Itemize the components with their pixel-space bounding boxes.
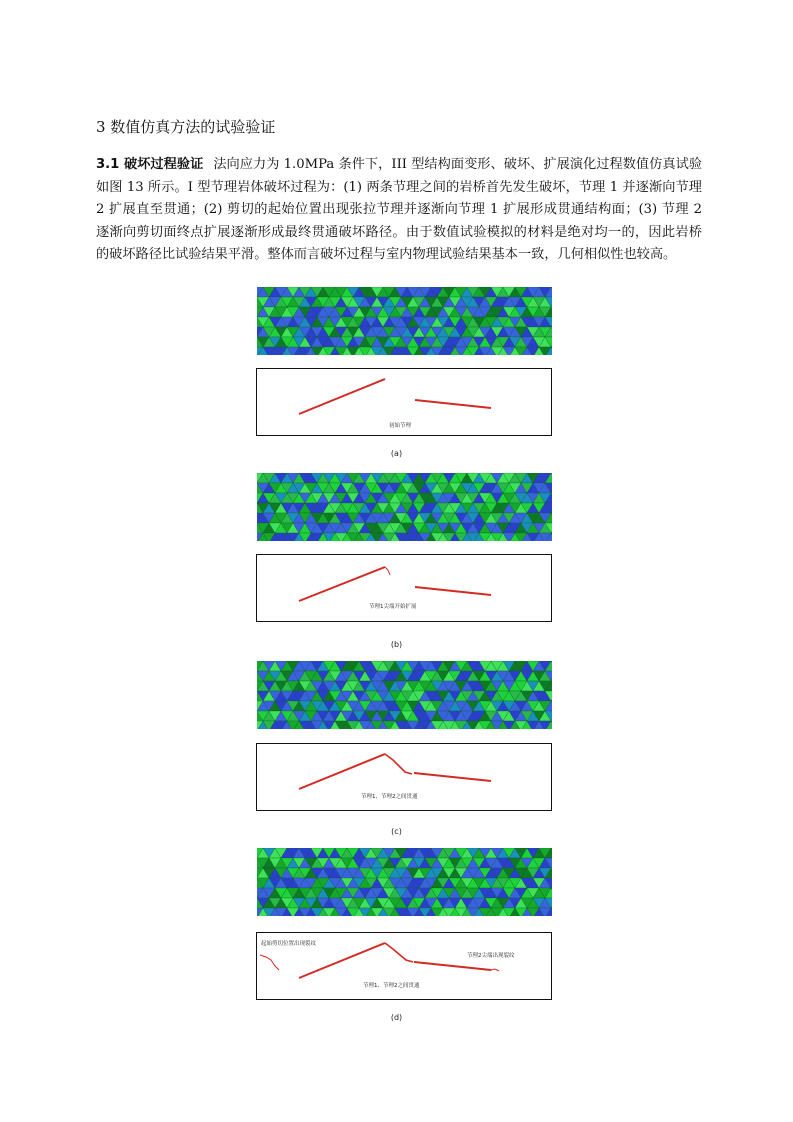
crack-diagram-b — [257, 555, 553, 623]
caption-through: 节理1、节理2之间贯通 — [361, 794, 418, 800]
caption-through-d: 节理1、节理2之间贯通 — [363, 983, 420, 989]
body-paragraph — [96, 154, 702, 267]
caption-tip-extension: 节理1尖端开始扩展 — [369, 604, 417, 610]
joint-1 — [299, 754, 385, 789]
joint-2-tip-crack — [491, 969, 499, 971]
crack-diagram-c — [257, 744, 553, 812]
crack-frame-d — [256, 932, 552, 1000]
rock-bridge-crack — [385, 943, 413, 962]
shear-start-crack — [260, 955, 279, 970]
sub-label-d: (d) — [390, 1013, 403, 1022]
sub-label-b: (b) — [390, 640, 403, 649]
mesh-image-d — [257, 848, 552, 916]
joint-1 — [299, 567, 385, 601]
subsection-heading: 3.1 破坏过程验证 — [96, 157, 204, 172]
caption-shear-start: 起始剪切位置出现裂纹 — [261, 941, 317, 947]
joint-1 — [299, 943, 385, 978]
joint-2 — [414, 962, 491, 970]
sub-label-a: (a) — [390, 449, 403, 458]
mesh-image-c — [257, 661, 552, 729]
joint-2 — [415, 400, 491, 408]
crack-frame-a — [256, 368, 552, 436]
mesh-image-a — [257, 287, 552, 355]
mesh-image-b — [257, 473, 552, 541]
joint-2 — [414, 773, 491, 781]
caption-initial-joint: 初始节理 — [389, 423, 412, 429]
joint-1-tip-crack — [385, 567, 390, 575]
section-title: 3 数值仿真方法的试验验证 — [96, 118, 276, 136]
caption-joint2-tip: 节理2尖端出现裂纹 — [467, 953, 515, 959]
crack-frame-b — [256, 554, 552, 622]
rock-bridge-crack — [385, 754, 412, 774]
sub-label-c: (c) — [391, 827, 402, 836]
crack-frame-c — [256, 743, 552, 811]
paragraph-text: 法向应力为 1.0MPa 条件下，III 型结构面变形、破坏、扩展演化过程数值仿真试验如图 13 所示。I 型节理岩体破坏过程为：(1) 两条节理之间的岩桥首先发生破坏，节理 1 并逐渐向节理 2 扩展直至贯通；(2) 剪切的起始位置出现张拉节理并逐渐向节理 1 扩展形成贯通结构面；(3) 节理 2 逐渐向剪切面终点扩展逐渐形成最终贯通破坏路径。由于数值试验模拟的材料是绝对均一的，因此岩桥的破坏路径比试验结果平滑。整体而言破坏过程与室内物理试验结果基本一致，几何相似性也较高。 — [96, 157, 703, 262]
joint-2 — [415, 587, 491, 595]
joint-1 — [299, 379, 385, 414]
